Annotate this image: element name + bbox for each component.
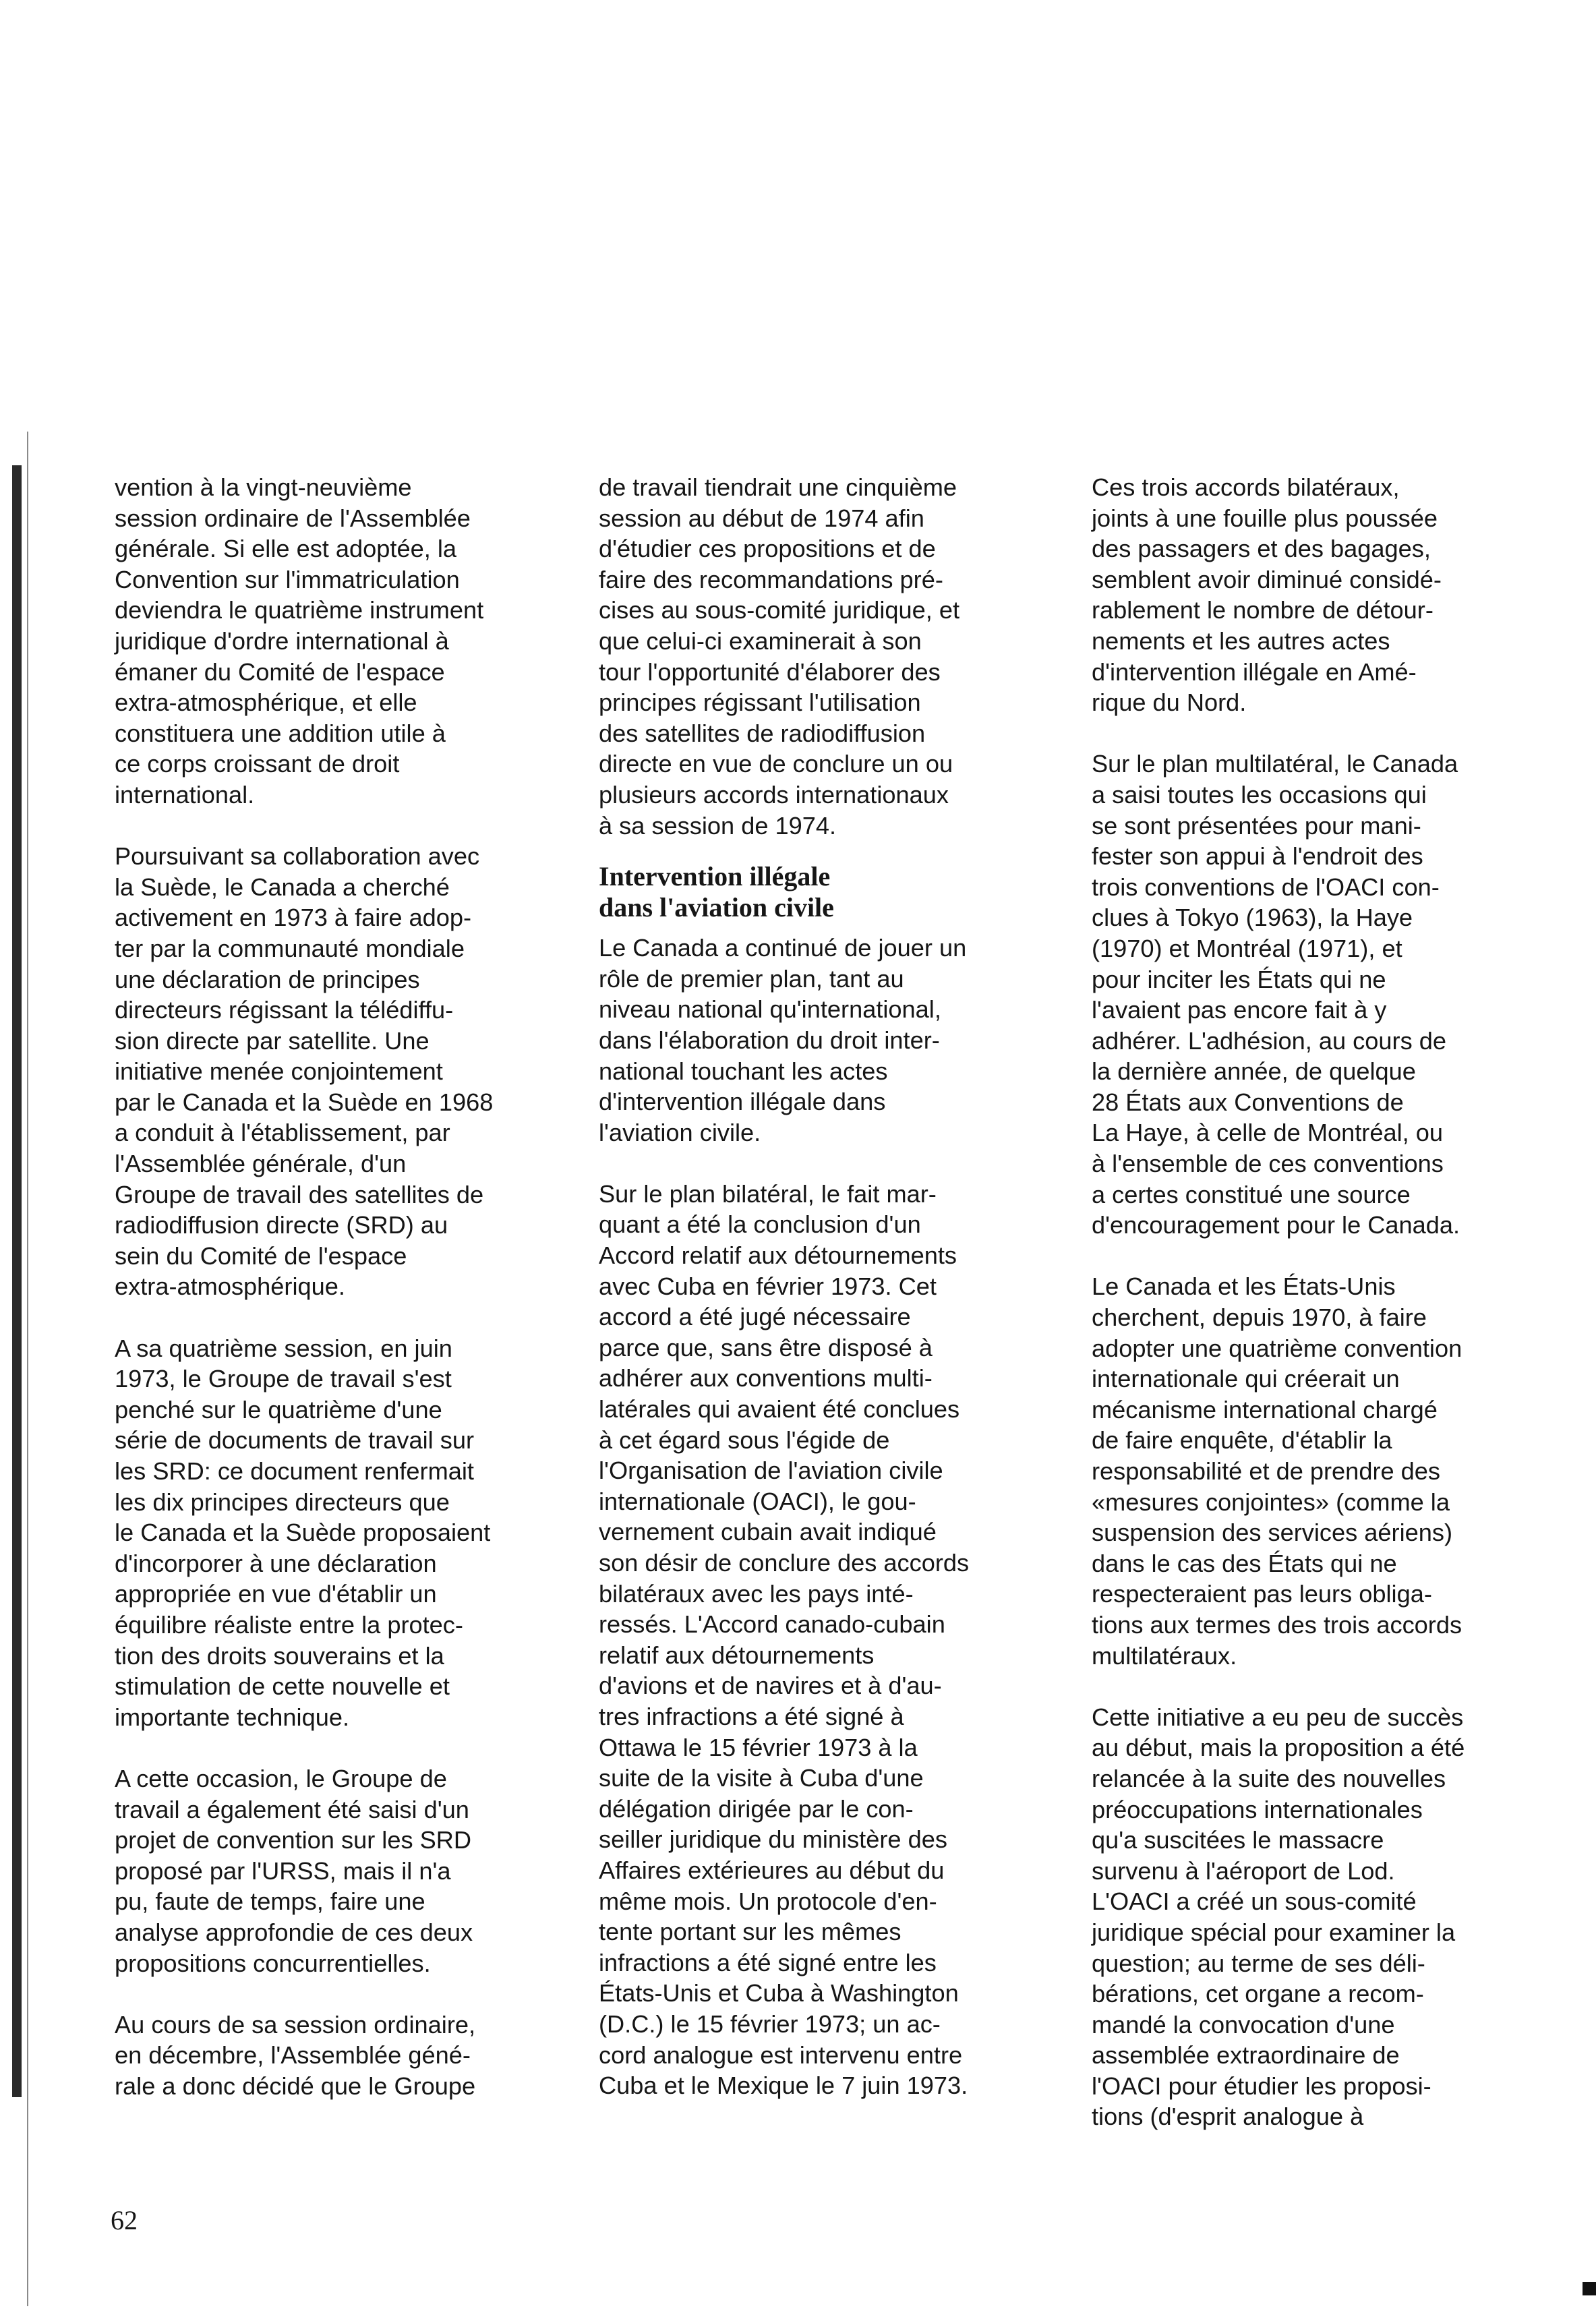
text-column-3 — [1092, 472, 1564, 2163]
paragraph: Le Canada et les États-Unis cherchent, depuis 1970, à faire adopter une quatrième convention internationale qui créerait un mécanisme international chargé de faire enquête, d'établir la responsabilité et de prendre des «mesures conjointes» (comme la suspension des services aériens) dans le cas des États qui ne respecteraient pas leurs obliga- tions aux termes des trois accords multilatéraux. — [1092, 1272, 1462, 1670]
binding-edge-line — [27, 432, 28, 2306]
corner-mark — [1583, 2282, 1596, 2295]
paragraph: Ces trois accords bilatéraux, joints à une fouille plus poussée des passagers et des bagages, semblent avoir diminué considé- rablement le nombre de détour- nements et les autres actes d'intervention illégale en Amé- rique du Nord. — [1092, 473, 1442, 717]
text-column-2 — [599, 472, 1057, 2132]
paragraph: Poursuivant sa collaboration avec la Suède, le Canada a cherché activement en 1973 à faire adop- ter par la communauté mondiale une déclaration de principes directeurs régissant la télédiffu- sion directe par satellite. Une initiative menée conjointement par le Canada et la Suède en 1968 a conduit à l'établissement, par l'Assemblée générale, d'un Groupe de travail des satellites de radiodiffusion directe (SRD) au sein du Comité de l'espace extra-atmosphérique. — [115, 842, 494, 1301]
paragraph: Sur le plan multilatéral, le Canada a saisi toutes les occasions qui se sont présentées pour mani- fester son appui à l'endroit des trois conventions de l'OACI con- clues à Tokyo (1963), la Haye (1970) et Montréal (1971), et pour inciter les États qui ne l'avaient pas encore fait à y adhérer. L'adhésion, au cours de la dernière année, de quelque 28 États aux Conventions de La Haye, à celle de Montréal, ou à l'ensemble de ces conventions a certes constitué une source d'encouragement pour le Canada. — [1092, 750, 1460, 1239]
binding-edge-bar — [12, 465, 22, 2097]
paragraph: Sur le plan bilatéral, le fait mar- quant a été la conclusion d'un Accord relatif aux détournements avec Cuba en février 1973. Cet accord a été jugé nécessaire parce que, sans être disposé à adhérer aux conventions multi- latérales qui avaient été conclues à cet égard sous l'égide de l'Organisation de l'aviation civile internationale (OACI), le gou- vernement cubain avait indiqué son désir de conclure des accords bilatéraux avec les pays inté- ressés. L'Accord canado-cubain relatif aux détournements d'avions et de navires et à d'au- tres infractions a été signé à Ottawa le 15 février 1973 à la suite de la visite à Cuba d'une délégation dirigée par le con- seiller juridique du ministère des Affaires extérieures au début du même mois. Un protocole d'en- tente portant sur les mêmes infractions a été signé entre les États-Unis et Cuba à Washington (D.C.) le 15 février 1973; un ac- cord analogue est intervenu entre Cuba et le Mexique le 7 juin 1973. — [599, 1179, 970, 2100]
paragraph: Cette initiative a eu peu de succès au début, mais la proposition a été relancée à la suite des nouvelles préoccupations internationales qu'a suscitées le massacre survenu à l'aéroport de Lod. L'OACI a créé un sous-comité juridique spécial pour examiner la question; au terme de ses déli- bérations, cet organe a recom- mandé la convocation d'une assemblée extraordinaire de l'OACI pour étudier les proposi- tions (d'esprit analogue à — [1092, 1703, 1465, 2131]
paragraph: A cette occasion, le Groupe de travail a également été saisi d'un projet de convention sur les SRD proposé par l'URSS, mais il n'a pu, faute de temps, faire une analyse approfondie de ces deux propositions concurrentielles. — [115, 1764, 473, 1977]
paragraph: vention à la vingt-neuvième session ordinaire de l'Assemblée générale. Si elle est adoptée, la Convention sur l'immatriculation deviendra le quatrième instrument juridique d'ordre international à émaner du Comité de l'espace extra-atmosphérique, et elle constituera une addition utile à ce corps croissant de droit international. — [115, 473, 484, 809]
paragraph: Le Canada a continué de jouer un rôle de premier plan, tant au niveau national qu'international, dans l'élaboration du droit inter- national touchant les actes d'intervention illégale dans l'aviation civile. — [599, 934, 967, 1146]
page-number: 62 — [111, 2205, 138, 2235]
text-column-1 — [115, 472, 573, 2132]
paragraph: Au cours de sa session ordinaire, en décembre, l'Assemblée géné- rale a donc décidé que le Groupe — [115, 2010, 476, 2100]
paragraph: de travail tiendrait une cinquième session au début de 1974 afin d'étudier ces propositions et de faire des recommandations pré- cises au sous-comité juridique, et que celui-ci examinerait à son tour l'opportunité d'élaborer des principes régissant l'utilisation des satellites de radiodiffusion directe en vue de conclure un ou plusieurs accords internationaux à sa session de 1974. — [599, 473, 960, 840]
section-heading: Intervention illégale dans l'aviation civile — [599, 861, 834, 923]
paragraph: A sa quatrième session, en juin 1973, le Groupe de travail s'est penché sur le quatrième d'une série de documents de travail sur les SRD: ce document renfermait les dix principes directeurs que le Canada et la Suède proposaient d'incorporer à une déclaration appropriée en vue d'établir un équilibre réaliste entre la protec- tion des droits souverains et la stimulation de cette nouvelle et importante technique. — [115, 1334, 491, 1731]
